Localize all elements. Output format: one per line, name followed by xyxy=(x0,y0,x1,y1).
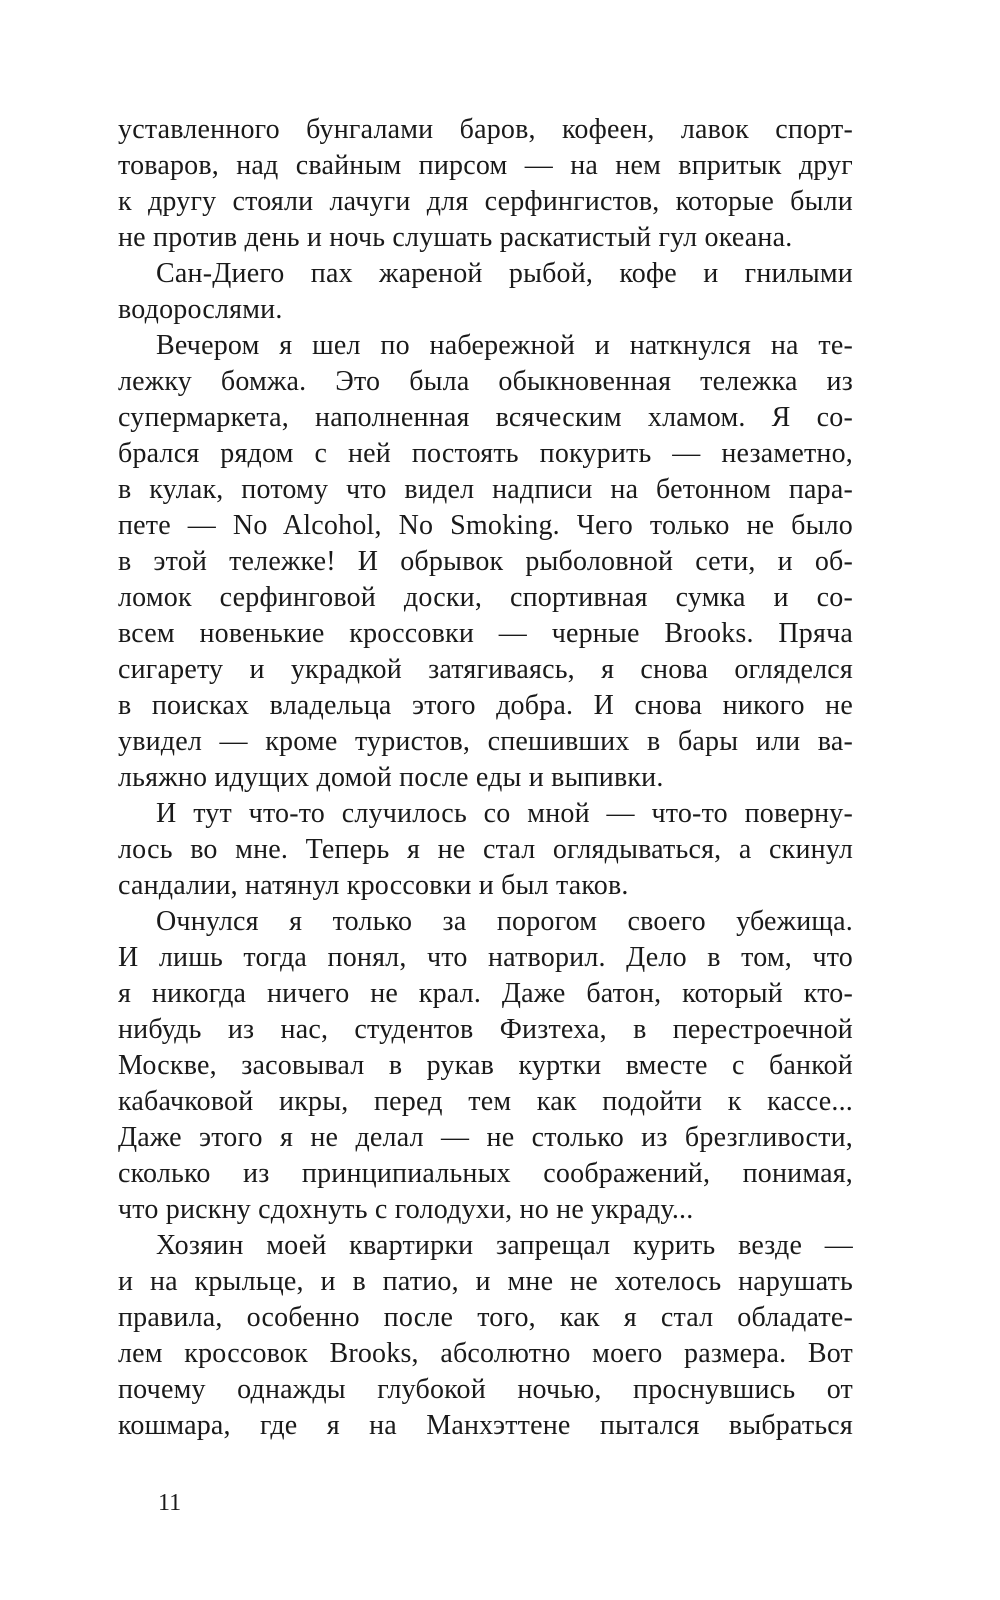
text-line: Вечером я шел по набережной и наткнулся на те- xyxy=(156,330,853,361)
text-line: сигарету и украдкой затягиваясь, я снова огляделся xyxy=(118,654,853,685)
text-line: что рискну сдохнуть с голодухи, но не украду... xyxy=(118,1194,694,1225)
text-line: И тут что-то случилось со мной — что-то поверну- xyxy=(156,798,853,829)
text-line: в поисках владельца этого добра. И снова никого не xyxy=(118,690,853,721)
text-line: к другу стояли лачуги для серфингистов, которые были xyxy=(118,186,853,217)
text-line: брался рядом с ней постоять покурить — незаметно, xyxy=(118,438,853,469)
text-line: почему однажды глубокой ночью, проснувшись от xyxy=(118,1374,853,1405)
text-line: льяжно идущих домой после еды и выпивки. xyxy=(118,762,664,793)
text-line: пете — No Alcohol, No Smoking. Чего только не было xyxy=(118,510,853,541)
page-number: 11 xyxy=(158,1490,182,1516)
text-line: водорослями. xyxy=(118,294,283,325)
text-line: правила, особенно после того, как я стал обладате- xyxy=(118,1302,853,1333)
text-line: уставленного бунгалами баров, кофеен, лавок спорт- xyxy=(118,114,853,145)
text-line: сколько из принципиальных соображений, понимая, xyxy=(118,1158,853,1189)
text-line: кошмара, где я на Манхэттене пытался выбраться xyxy=(118,1410,853,1441)
text-line: всем новенькие кроссовки — черные Brooks. Пряча xyxy=(118,618,853,649)
text-line: Даже этого я не делал — не столько из брезгливости, xyxy=(118,1122,853,1153)
text-line: и на крыльце, и в патио, и мне не хотелось нарушать xyxy=(118,1266,853,1297)
text-line: я никогда ничего не крал. Даже батон, который кто- xyxy=(118,978,853,1009)
text-line: Москве, засовывал в рукав куртки вместе с банкой xyxy=(118,1050,853,1081)
text-line: Хозяин моей квартирки запрещал курить везде — xyxy=(156,1230,853,1261)
text-line: лем кроссовок Brooks, абсолютно моего размера. Вот xyxy=(118,1338,853,1369)
text-line: ломок серфинговой доски, спортивная сумка и со- xyxy=(118,582,853,613)
text-line: Очнулся я только за порогом своего убежища. xyxy=(156,906,853,937)
text-line: Сан-Диего пах жареной рыбой, кофе и гнилыми xyxy=(156,258,853,289)
text-line: лежку бомжа. Это была обыкновенная тележка из xyxy=(118,366,853,397)
text-line: нибудь из нас, студентов Физтеха, в перестроечной xyxy=(118,1014,853,1045)
text-line: увидел — кроме туристов, спешивших в бары или ва- xyxy=(118,726,853,757)
text-line: И лишь тогда понял, что натворил. Дело в том, что xyxy=(118,942,853,973)
text-line: в кулак, потому что видел надписи на бетонном пара- xyxy=(118,474,853,505)
text-line: сандалии, натянул кроссовки и был таков. xyxy=(118,870,629,901)
text-line: лось во мне. Теперь я не стал оглядываться, а скинул xyxy=(118,834,853,865)
body-text xyxy=(118,112,853,1444)
text-line: не против день и ночь слушать раскатистый гул океана. xyxy=(118,222,793,253)
text-line: товаров, над свайным пирсом — на нем впритык друг xyxy=(118,150,853,181)
text-line: в этой тележке! И обрывок рыболовной сети, и об- xyxy=(118,546,853,577)
text-line: кабачковой икры, перед тем как подойти к кассе... xyxy=(118,1086,853,1117)
text-line: супермаркета, наполненная всяческим хламом. Я со- xyxy=(118,402,853,433)
